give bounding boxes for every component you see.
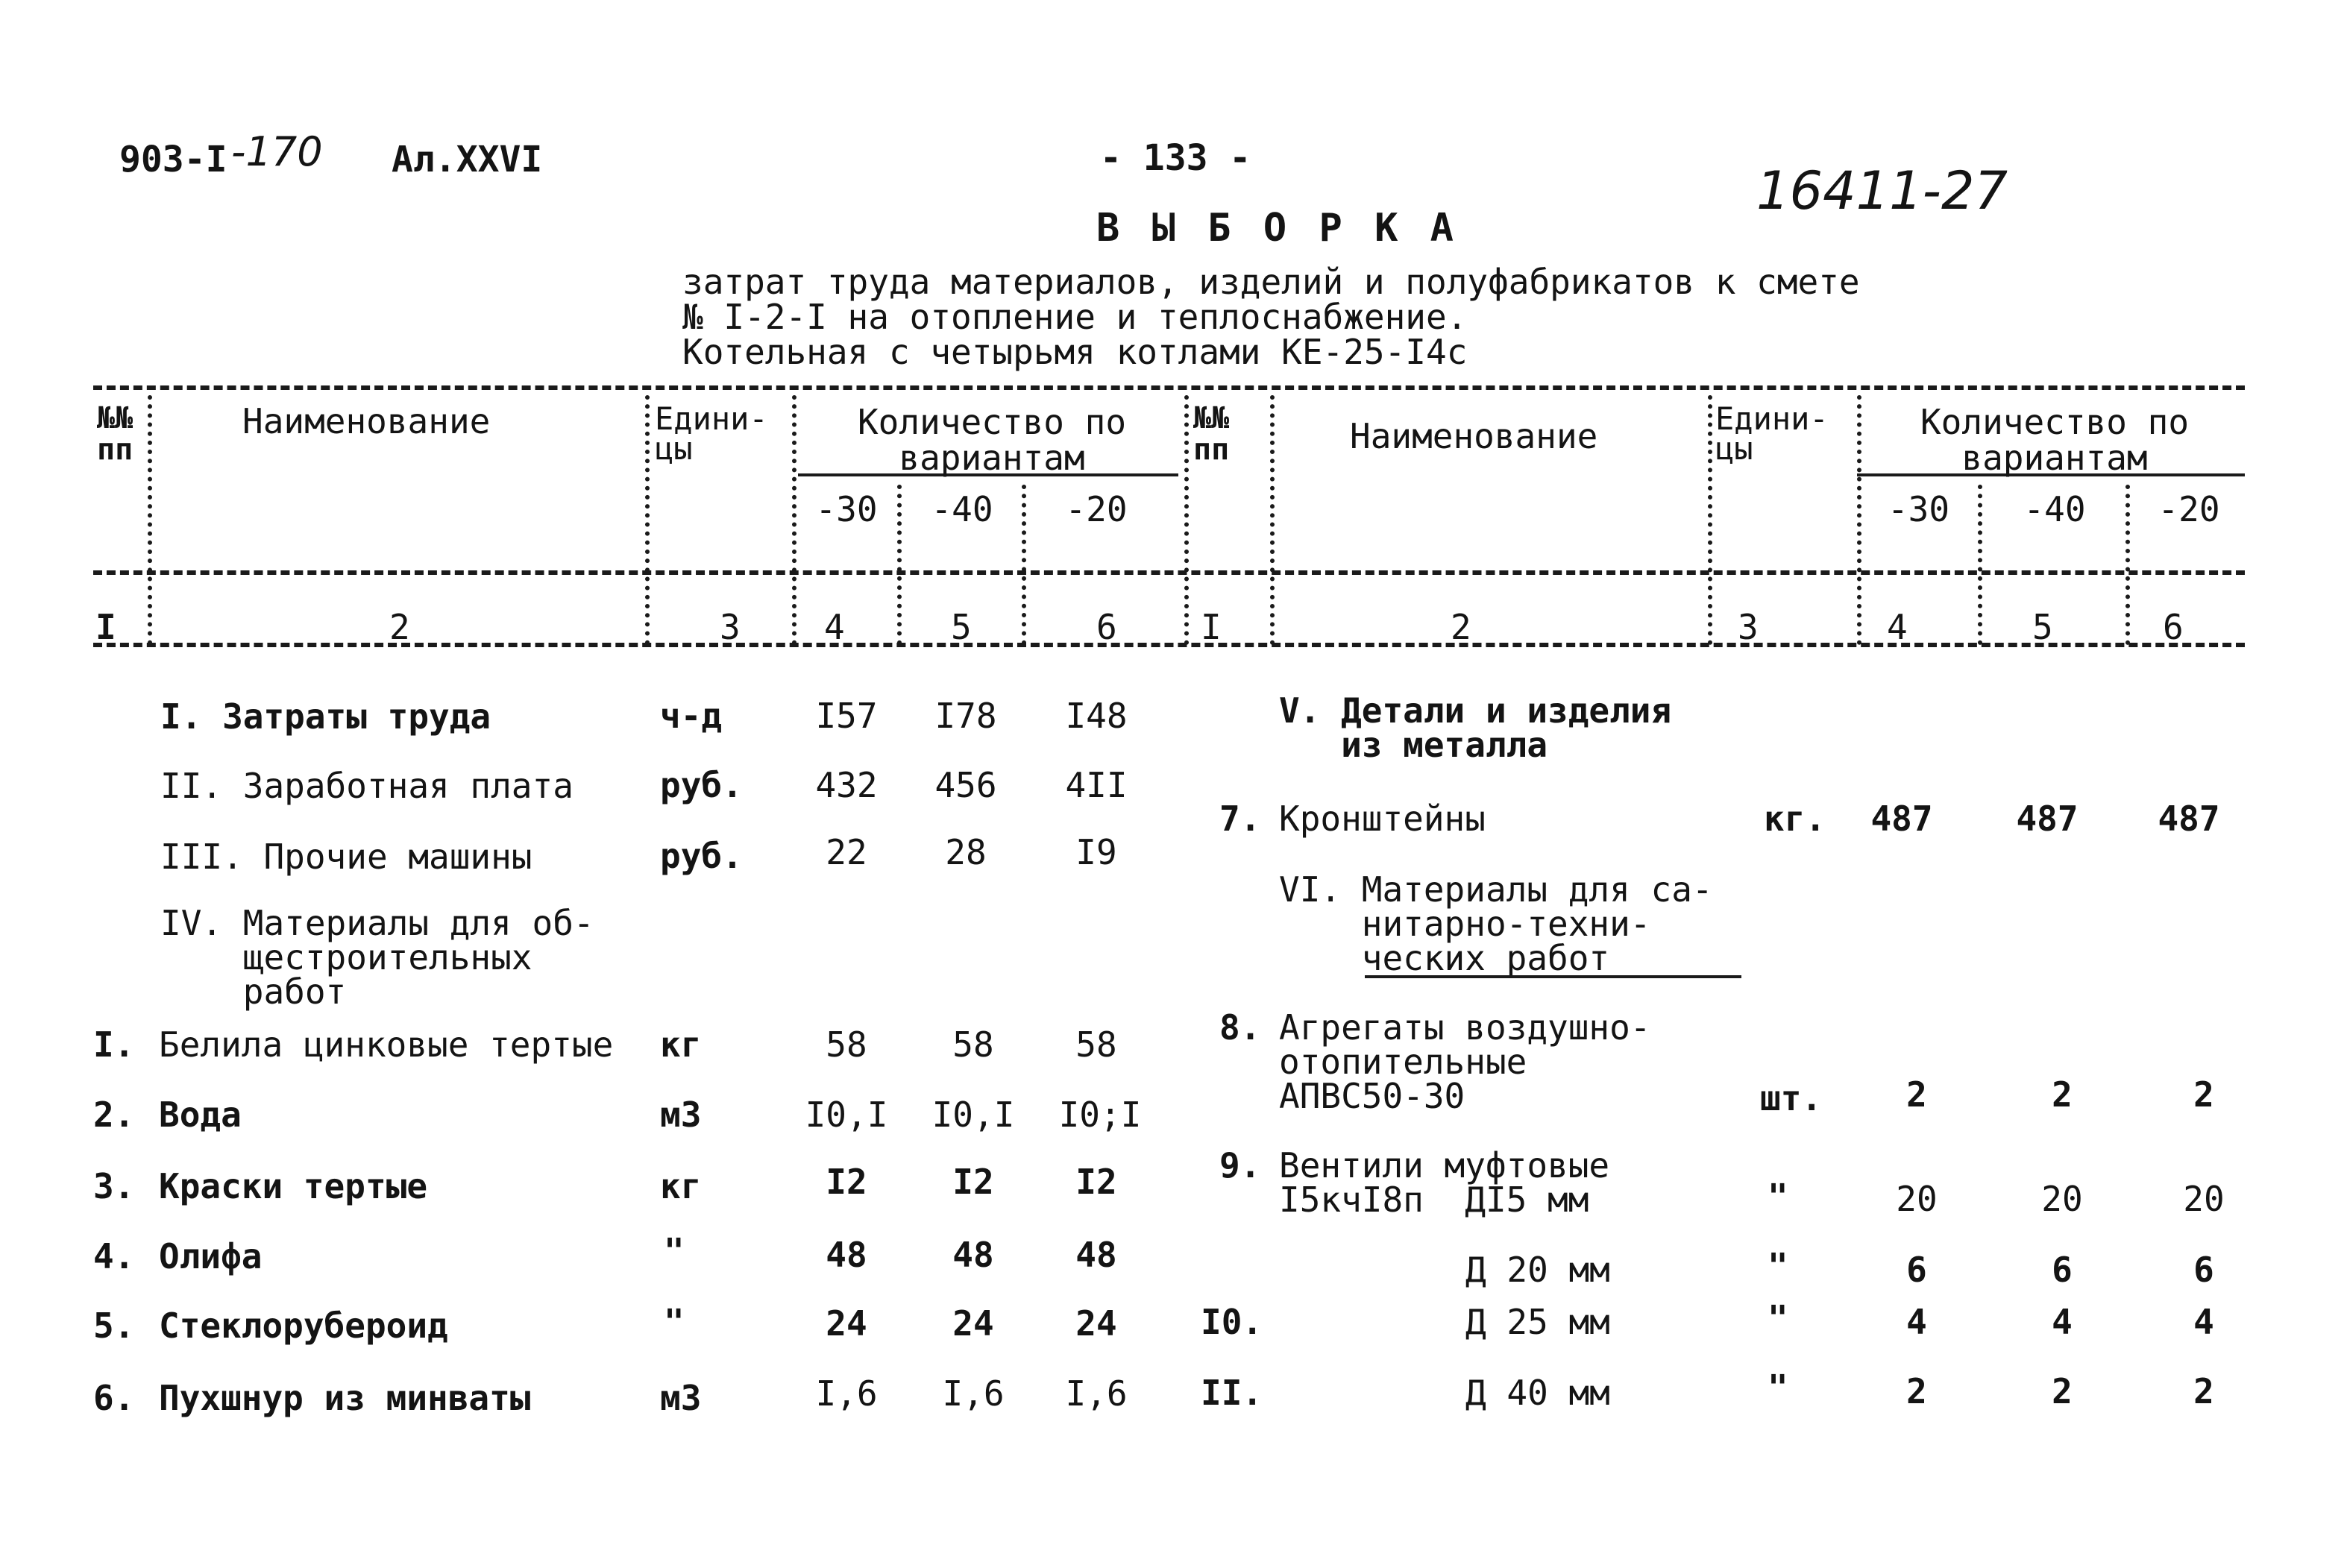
header-name-right: Наименование — [1350, 416, 1598, 456]
value-cell: 432 — [815, 765, 878, 805]
col-sep — [148, 395, 152, 645]
section-underline — [1365, 975, 1741, 978]
value-cell: 2 — [2193, 1074, 2214, 1115]
value-cell: 2 — [1906, 1074, 1927, 1115]
col-sep — [792, 395, 796, 645]
item-name: Д 20 мм — [1465, 1250, 1610, 1290]
value-cell: 6 — [2193, 1250, 2214, 1290]
unit-cell: " — [1768, 1177, 1788, 1217]
section-title: IV. Материалы для об- щестроительных работ — [160, 903, 594, 1012]
value-cell: 58 — [952, 1024, 994, 1065]
value-cell: I57 — [815, 696, 878, 736]
row-number: 3. — [93, 1166, 135, 1206]
document-code: 903-I — [119, 139, 227, 180]
col-sep — [1184, 395, 1189, 645]
unit-cell: м3 — [660, 1378, 702, 1418]
value-cell: I9 — [1075, 832, 1117, 872]
value-cell: 4II — [1065, 765, 1128, 805]
unit-cell: кг. — [1764, 799, 1826, 839]
col-sep — [1270, 395, 1275, 645]
col-number: 3 — [1738, 607, 1759, 647]
value-cell: I48 — [1065, 696, 1128, 736]
page-number: - 133 - — [1100, 137, 1251, 179]
col-number: 4 — [824, 607, 845, 647]
col-sep — [2125, 485, 2130, 645]
value-cell: 487 — [2158, 799, 2220, 839]
value-cell: 2 — [2193, 1371, 2214, 1411]
item-name: Пухшнур из минваты — [159, 1378, 531, 1418]
unit-cell: " — [1768, 1298, 1788, 1338]
unit-cell: руб. — [660, 836, 743, 876]
header-qty-right: Количество по вариантам — [1920, 402, 2190, 478]
value-cell: 58 — [826, 1024, 867, 1065]
unit-cell: ч-д — [660, 696, 723, 736]
archive-number: 16411-27 — [1756, 160, 2008, 221]
variant-label: -30 — [1887, 489, 1950, 529]
header-name-left: Наименование — [242, 401, 491, 441]
unit-cell: руб. — [660, 765, 743, 805]
header-unit-right: Едини- цы — [1715, 400, 1829, 467]
value-cell: 20 — [2183, 1179, 2225, 1219]
item-name: Стеклорубероид — [159, 1306, 448, 1346]
col-number: 4 — [1887, 607, 1908, 647]
unit-cell: " — [1768, 1367, 1788, 1408]
value-cell: I,6 — [942, 1373, 1005, 1414]
row-number: 8. — [1219, 1007, 1261, 1048]
value-cell: 6 — [2052, 1250, 2073, 1290]
value-cell: 4 — [2052, 1302, 2073, 1342]
value-cell: 4 — [1906, 1302, 1927, 1342]
value-cell: 24 — [1075, 1303, 1117, 1344]
value-cell: 6 — [1906, 1250, 1927, 1290]
value-cell: 4 — [2193, 1302, 2214, 1342]
value-cell: I78 — [934, 696, 997, 736]
value-cell: 48 — [952, 1235, 994, 1275]
col-number: I — [95, 607, 116, 647]
value-cell: 456 — [934, 765, 997, 805]
variant-label: -40 — [2023, 489, 2086, 529]
section-title: VI. Материалы для са- нитарно-техни- ческих работ — [1279, 869, 1713, 978]
variant-label: -20 — [1065, 489, 1128, 529]
header-num-right: №№ пп — [1193, 401, 1230, 467]
header-qty-left: Количество по вариантам — [857, 402, 1127, 478]
unit-cell: шт. — [1760, 1078, 1823, 1118]
value-cell: 24 — [952, 1303, 994, 1344]
variant-label: -30 — [815, 489, 878, 529]
row-number: 4. — [93, 1236, 135, 1276]
unit-cell: м3 — [660, 1095, 702, 1135]
title-line-3: Котельная с четырьмя котлами КЕ-25-I4с — [682, 332, 1468, 372]
value-cell: 22 — [826, 832, 867, 872]
value-cell: I0,I — [931, 1095, 1015, 1135]
title-line-1: затрат труда материалов, изделий и полуфабрикатов к смете — [682, 262, 1860, 302]
row-number: II. — [1201, 1373, 1263, 1413]
item-name: Д 40 мм — [1465, 1373, 1610, 1413]
section-title: V. Детали и изделия из металла — [1279, 690, 1672, 765]
section-title: I. Затраты труда — [160, 696, 491, 737]
variant-label: -20 — [2158, 489, 2220, 529]
value-cell: I0;I — [1058, 1095, 1142, 1135]
row-number: I. — [93, 1024, 135, 1065]
col-sep — [897, 485, 902, 645]
value-cell: 487 — [1870, 799, 1933, 839]
row-number: 5. — [93, 1306, 135, 1346]
value-cell: I,6 — [815, 1373, 878, 1414]
value-cell: I0,I — [805, 1095, 888, 1135]
item-name: Вода — [159, 1095, 242, 1135]
col-sep — [1022, 485, 1026, 645]
col-number: 2 — [389, 607, 410, 647]
col-number: 5 — [2032, 607, 2053, 647]
value-cell: 20 — [1896, 1179, 1938, 1219]
col-sep — [1708, 395, 1712, 645]
unit-cell: " — [664, 1302, 685, 1342]
value-cell: 487 — [2016, 799, 2079, 839]
header-num-left: №№ пп — [97, 401, 133, 467]
item-name: Д 25 мм — [1465, 1302, 1610, 1342]
col-sep — [645, 395, 650, 645]
value-cell: 20 — [2041, 1179, 2083, 1219]
header-bottom-rule — [93, 643, 2245, 647]
unit-cell: " — [1768, 1246, 1788, 1286]
section-title: II. Заработная плата — [160, 766, 574, 806]
value-cell: 48 — [826, 1235, 867, 1275]
value-cell: I2 — [952, 1162, 994, 1202]
item-name: Белила цинковые тертые — [159, 1024, 614, 1065]
row-number: I0. — [1201, 1302, 1263, 1342]
row-number: 6. — [93, 1378, 135, 1418]
item-name: Олифа — [159, 1236, 263, 1276]
value-cell: I2 — [1075, 1162, 1117, 1202]
section-title: III. Прочие машины — [160, 837, 532, 877]
item-name: Краски тертые — [159, 1166, 428, 1206]
col-number: 2 — [1451, 607, 1471, 647]
value-cell: I2 — [826, 1162, 867, 1202]
item-name: Вентили муфтовые I5кчI8п ДI5 мм — [1279, 1145, 1610, 1220]
col-number: 3 — [720, 607, 741, 647]
header-top-rule — [93, 385, 2245, 390]
value-cell: 58 — [1075, 1024, 1117, 1065]
header-mid-rule — [93, 570, 2245, 575]
unit-cell: кг — [660, 1024, 702, 1065]
item-name: Агрегаты воздушно- отопительные АПВС50-30 — [1279, 1007, 1651, 1116]
header-unit-left: Едини- цы — [655, 400, 768, 467]
col-number: I — [1201, 607, 1222, 647]
document-title: В Ы Б О Р К А — [1096, 206, 1458, 251]
col-number: 6 — [2163, 607, 2184, 647]
value-cell: 24 — [826, 1303, 867, 1344]
row-number: 7. — [1219, 799, 1261, 839]
col-number: 5 — [951, 607, 972, 647]
unit-cell: " — [664, 1231, 685, 1271]
title-line-2: № I-2-I на отопление и теплоснабжение. — [682, 297, 1468, 337]
item-name: Кронштейны — [1279, 799, 1486, 839]
value-cell: 48 — [1075, 1235, 1117, 1275]
col-sep — [1978, 485, 1982, 645]
document-code-handwritten: -170 — [231, 128, 323, 175]
value-cell: I,6 — [1065, 1373, 1128, 1414]
row-number: 2. — [93, 1095, 135, 1135]
unit-cell: кг — [660, 1166, 702, 1206]
value-cell: 2 — [1906, 1371, 1927, 1411]
value-cell: 28 — [945, 832, 987, 872]
value-cell: 2 — [2052, 1074, 2073, 1115]
col-number: 6 — [1096, 607, 1117, 647]
variant-label: -40 — [931, 489, 993, 529]
value-cell: 2 — [2052, 1371, 2073, 1411]
album-number: Ал.XXVI — [392, 139, 543, 180]
row-number: 9. — [1219, 1145, 1261, 1186]
